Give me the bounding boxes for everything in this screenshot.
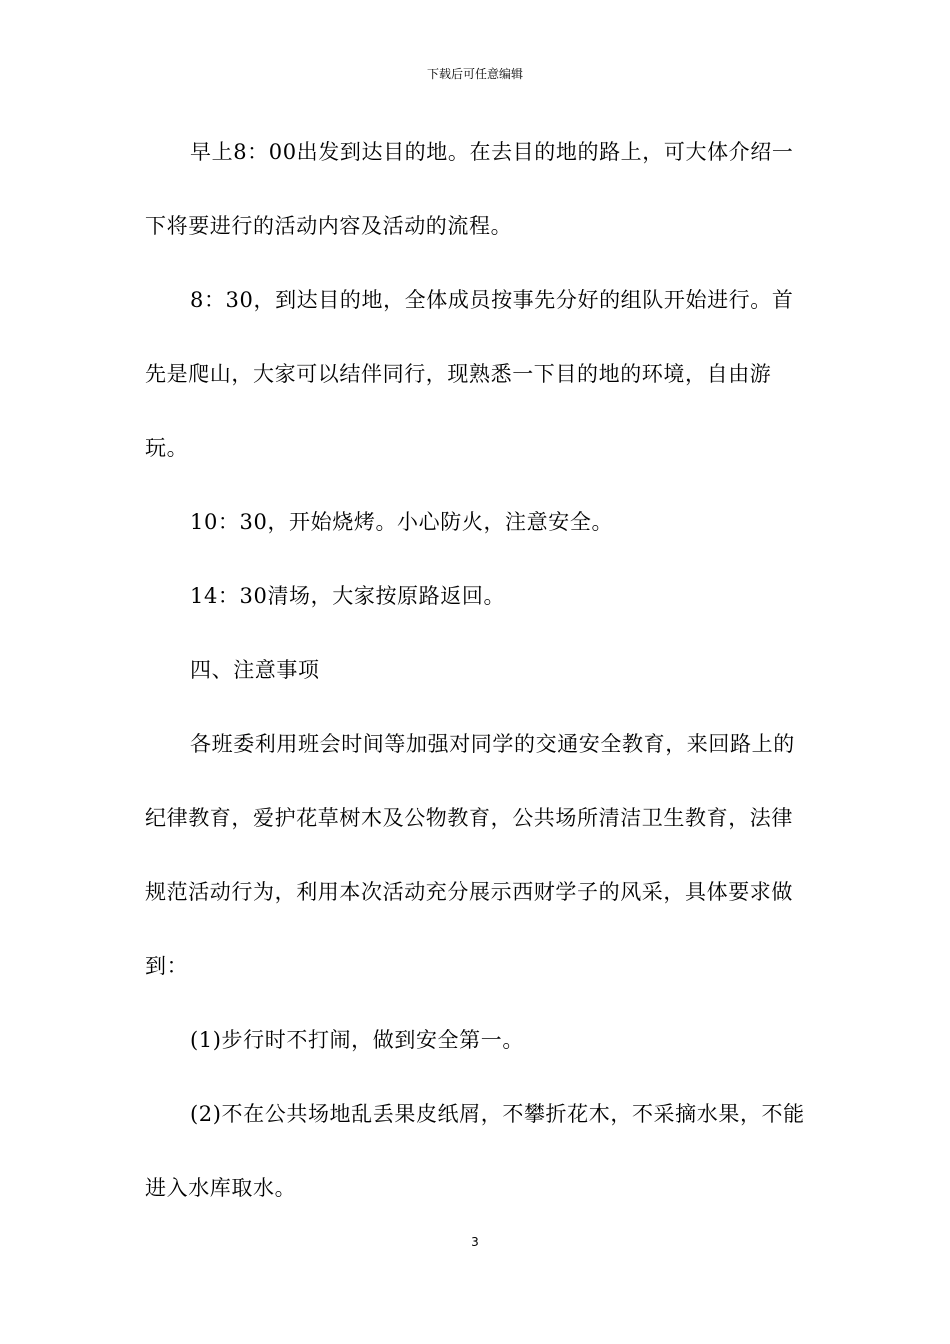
section-heading-notes: 四、注意事项 [190, 658, 320, 682]
page-header: 下载后可任意编辑 [426, 67, 523, 81]
paragraph-arrival: 8：30，到达目的地，全体成员按事先分好的组队开始进行。首先是爬山，大家可以结伴同行，现熟悉一下目的地的环境，自由游玩。 [145, 288, 794, 460]
paragraph-return: 14：30清场，大家按原路返回。 [190, 584, 506, 608]
paragraph-rule-2: (2)不在公共场地乱丢果皮纸屑，不攀折花木，不采摘水果，不能进入水库取水。 [145, 1102, 805, 1200]
paragraph-departure: 早上8：00出发到达目的地。在去目的地的路上，可大体介绍一下将要进行的活动内容及活动的流程。 [145, 140, 794, 238]
page-number: 3 [471, 1235, 479, 1249]
paragraph-safety-education: 各班委利用班会时间等加强对同学的交通安全教育，来回路上的纪律教育，爱护花草树木及公物教育，公共场所清洁卫生教育，法律规范活动行为，利用本次活动充分展示西财学子的风采，具体要求做到： [145, 732, 795, 978]
paragraph-barbecue: 10：30，开始烧烤。小心防火，注意安全。 [190, 510, 614, 534]
paragraph-rule-1: (1)步行时不打闹，做到安全第一。 [190, 1028, 524, 1052]
